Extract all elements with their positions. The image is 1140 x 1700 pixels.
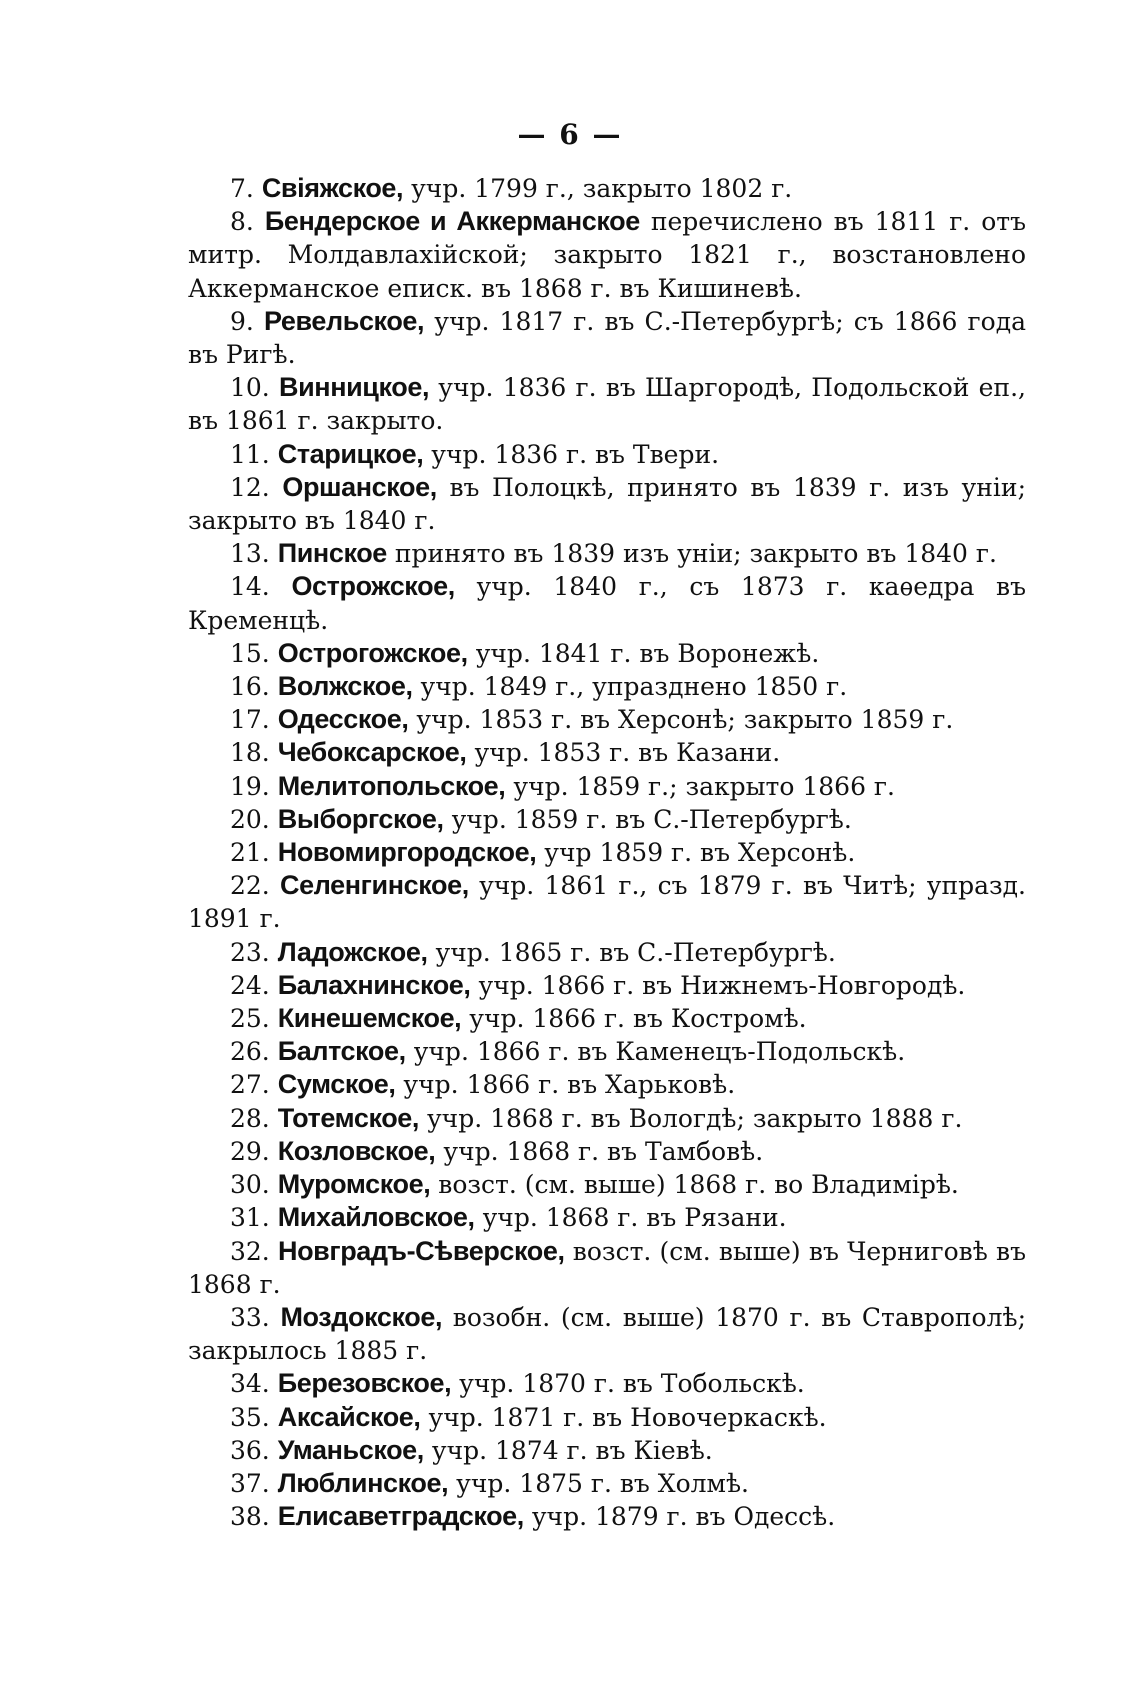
entry-name: Пинское <box>277 538 387 569</box>
entry-name: Моздокское, <box>280 1301 443 1332</box>
entry-text: принято въ 1839 изъ уніи; закрыто въ 1840 г. <box>386 539 997 569</box>
entry-number: 29. <box>230 1136 270 1166</box>
entry-number: 30. <box>230 1170 270 1200</box>
entry-text: учр. 1836 г. въ Твери. <box>423 439 720 469</box>
entry-name: Винницкое, <box>279 372 430 403</box>
list-item <box>188 1367 1026 1400</box>
list-item <box>188 703 1026 736</box>
entry-name: Острогожское, <box>277 637 468 668</box>
entry-number: 18. <box>230 738 270 768</box>
entry-name: Выборгское, <box>277 803 444 834</box>
entry-text: учр. 1859 г. въ С.-Петербургѣ. <box>443 804 852 834</box>
entry-text: учр. 1865 г. въ С.-Петербургѣ. <box>427 937 836 967</box>
entry-name: Мелитопольское, <box>277 770 506 801</box>
entry-number: 19. <box>230 771 270 801</box>
entry-name: Уманьское, <box>277 1434 424 1465</box>
list-item <box>188 1168 1026 1201</box>
entry-text: учр. 1841 г. въ Воронежѣ. <box>467 638 820 668</box>
entry-number: 26. <box>230 1037 270 1067</box>
entry-number: 11. <box>230 439 270 469</box>
entry-number: 25. <box>230 1004 270 1034</box>
list-item <box>188 736 1026 769</box>
entry-name: Тотемское, <box>277 1102 420 1133</box>
entry-number: 33. <box>230 1302 270 1332</box>
entry-text: учр. 1859 г.; закрыто 1866 г. <box>505 771 895 801</box>
entry-list <box>188 172 1026 1533</box>
entry-number: 8. <box>230 207 254 237</box>
page-number: — 6 — <box>517 118 623 151</box>
entry-number: 23. <box>230 937 270 967</box>
entry-number: 10. <box>230 373 270 403</box>
entry-name: Балтское, <box>277 1036 406 1067</box>
entry-name: Волжское, <box>277 671 413 702</box>
entry-text: въ Полоцкѣ, принято въ 1839 г. изъ уніи; закрыто въ 1840 г. <box>188 472 1027 536</box>
entry-name: Свіяжское, <box>261 173 404 203</box>
entry-name: Острожское, <box>291 571 455 602</box>
entry-text: перечислено въ 1811 г. отъ митр. Молдавлахійской; закрыто 1821 г., возстановлено Аккерманское еписк. въ 1868 г. въ Кишиневѣ. <box>188 207 1026 303</box>
entry-text: учр. 1853 г. въ Казани. <box>466 738 781 768</box>
entry-name: Люблинское, <box>277 1467 449 1498</box>
entry-number: 28. <box>230 1103 270 1133</box>
list-item <box>188 1235 1026 1301</box>
list-item <box>188 371 1026 437</box>
entry-text: учр. 1836 г. въ Шаргородѣ, Подольской еп., въ 1861 г. закрыто. <box>188 373 1026 436</box>
entry-text: учр. 1868 г. въ Рязани. <box>474 1203 787 1233</box>
entry-text: учр. 1875 г. въ Холмѣ. <box>448 1468 749 1498</box>
entry-text: учр. 1799 г., закрыто 1802 г. <box>403 174 793 203</box>
list-item <box>188 969 1026 1002</box>
entry-number: 16. <box>230 672 270 702</box>
entry-name: Новградъ-Сѣверское, <box>277 1235 565 1266</box>
entry-text: учр. 1866 г. въ Нижнемъ-Новгородѣ. <box>470 970 966 1000</box>
list-item <box>188 305 1026 371</box>
entry-name: Бендерское и Аккерманское <box>264 206 640 237</box>
entry-number: 38. <box>230 1502 270 1532</box>
list-item <box>188 1102 1026 1135</box>
list-item <box>188 471 1026 537</box>
entry-name: Новомиргородское, <box>277 837 537 868</box>
entry-number: 13. <box>230 539 270 569</box>
list-item <box>188 1068 1026 1101</box>
list-item <box>188 1500 1026 1533</box>
entry-number: 20. <box>230 804 270 834</box>
list-item <box>188 1467 1026 1500</box>
entry-text: учр. 1849 г., упразднено 1850 г. <box>412 672 848 702</box>
entry-text: возобн. (см. выше) 1870 г. въ Ставрополѣ; закрылось 1885 г. <box>188 1302 1026 1366</box>
entry-text: учр. 1866 г. въ Каменецъ-Подольскѣ. <box>405 1037 906 1067</box>
list-item <box>188 670 1026 703</box>
entry-text: учр. 1868 г. въ Тамбовѣ. <box>435 1136 764 1166</box>
entry-name: Оршанское, <box>282 471 437 502</box>
list-item <box>188 172 1026 205</box>
list-item <box>188 205 1026 305</box>
list-item <box>188 1135 1026 1168</box>
entry-name: Одесское, <box>277 704 409 735</box>
entry-number: 12. <box>230 472 270 502</box>
entry-number: 21. <box>230 838 270 868</box>
entry-name: Михайловское, <box>277 1202 475 1233</box>
list-item <box>188 770 1026 803</box>
list-item <box>188 869 1026 935</box>
list-item <box>188 836 1026 869</box>
entry-number: 15. <box>230 638 270 668</box>
entry-number: 7. <box>230 174 254 203</box>
entry-text: учр. 1853 г. въ Херсонѣ; закрыто 1859 г. <box>408 705 954 735</box>
list-item <box>188 637 1026 670</box>
entry-number: 17. <box>230 705 270 735</box>
entry-number: 35. <box>230 1402 270 1432</box>
entry-text: учр. 1817 г. въ С.-Петербургѣ; съ 1866 года въ Ригѣ. <box>188 306 1026 370</box>
entry-number: 14. <box>230 572 270 602</box>
entry-name: Ладожское, <box>277 936 428 967</box>
entry-name: Елисаветградское, <box>277 1501 524 1532</box>
entry-text: учр. 1868 г. въ Вологдѣ; закрыто 1888 г. <box>419 1103 963 1133</box>
entry-name: Селенгинское, <box>280 870 469 901</box>
entry-name: Козловское, <box>277 1135 436 1166</box>
entry-name: Березовское, <box>277 1368 452 1399</box>
list-item <box>188 936 1026 969</box>
list-item <box>188 438 1026 471</box>
entry-text: учр. 1861 г., съ 1879 г. въ Читѣ; упразд. 1891 г. <box>188 871 1027 934</box>
entry-number: 27. <box>230 1070 270 1100</box>
entry-number: 9. <box>230 306 254 336</box>
entry-number: 22. <box>230 871 270 901</box>
entry-number: 32. <box>230 1236 270 1266</box>
list-item <box>188 1201 1026 1234</box>
entry-name: Балахнинское, <box>277 969 471 1000</box>
list-item <box>188 1434 1026 1467</box>
entry-text: учр. 1879 г. въ Одессѣ. <box>523 1502 836 1532</box>
entry-number: 34. <box>230 1369 270 1399</box>
entry-number: 37. <box>230 1468 270 1498</box>
entry-text: учр. 1866 г. въ Костромѣ. <box>461 1004 807 1034</box>
list-item <box>188 537 1026 570</box>
entry-number: 36. <box>230 1435 270 1465</box>
entry-text: учр. 1871 г. въ Новочеркаскѣ. <box>420 1402 827 1432</box>
entry-name: Аксайское, <box>277 1401 421 1432</box>
entry-text: возст. (см. выше) 1868 г. во Владимірѣ. <box>430 1170 959 1200</box>
entry-name: Ревельское, <box>263 305 425 336</box>
list-item <box>188 803 1026 836</box>
entry-name: Кинешемское, <box>277 1003 462 1034</box>
list-item <box>188 570 1026 636</box>
list-item <box>188 1401 1026 1434</box>
entry-number: 31. <box>230 1203 270 1233</box>
list-item <box>188 1301 1026 1367</box>
entry-name: Муромское, <box>277 1169 431 1200</box>
entry-text: возст. (см. выше) въ Черниговѣ въ 1868 г. <box>188 1236 1026 1299</box>
entry-name: Старицкое, <box>277 438 424 469</box>
entry-text: учр. 1866 г. въ Харьковѣ. <box>395 1070 736 1100</box>
entry-text: учр 1859 г. въ Херсонѣ. <box>536 838 856 868</box>
entry-number: 24. <box>230 970 270 1000</box>
list-item <box>188 1002 1026 1035</box>
entry-name: Сумское, <box>277 1069 396 1100</box>
entry-name: Чебоксарское, <box>277 737 467 768</box>
entry-text: учр. 1874 г. въ Кіевѣ. <box>423 1435 713 1465</box>
entry-text: учр. 1840 г., съ 1873 г. каѳедра въ Кременцѣ. <box>188 572 1026 635</box>
entry-text: учр. 1870 г. въ Тобольскѣ. <box>451 1369 805 1399</box>
list-item <box>188 1035 1026 1068</box>
